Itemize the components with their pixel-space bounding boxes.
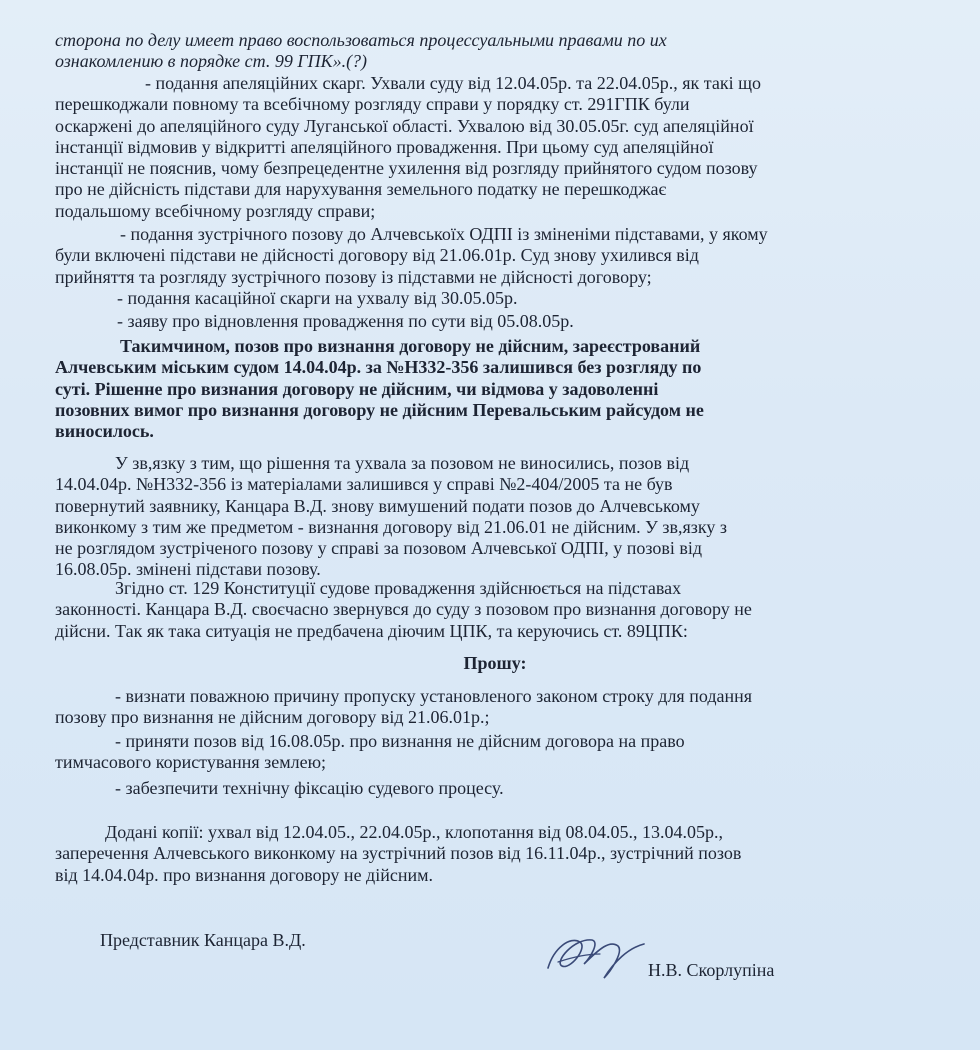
text-line: - визнати поважною причину пропуску установленого законом строку для подання bbox=[115, 686, 753, 706]
attachments-paragraph bbox=[55, 822, 935, 886]
text-line: від 14.04.04р. про визнання договору не дійсним. bbox=[55, 864, 433, 885]
text-line: - забезпечити технічну фіксацію судевого процесу. bbox=[115, 778, 504, 798]
connection-paragraph bbox=[55, 453, 935, 581]
text-line: дійсни. Так як така ситуація не предбачена діючим ЦПК, та керуючись ст. 89ЦПК: bbox=[55, 620, 688, 641]
request-item-2 bbox=[55, 731, 935, 774]
text-line: Згідно ст. 129 Конституції судове провадження здійснюється на підставах bbox=[115, 578, 682, 598]
text-line: Алчевським міським судом 14.04.04р. за №Н332-356 залишився без розгляду по bbox=[55, 357, 702, 378]
signer-name: Н.В. Скорлупіна bbox=[648, 960, 775, 980]
text-line: сторона по делу имеет право воспользоваться процессуальными правами по их bbox=[55, 30, 667, 50]
text-line: подальшому всебічному розгляду справи; bbox=[55, 200, 376, 221]
text-line: позовних вимог про визнання договору не дійсним Перевальським райсудом не bbox=[55, 399, 704, 420]
text-line: законності. Канцара В.Д. своєчасно звернувся до суду з позовом про визнання договору не bbox=[55, 599, 752, 620]
counterclaim-paragraph bbox=[55, 224, 935, 288]
renewal-item bbox=[55, 311, 935, 332]
text-line: перешкоджали повному та всебічному розгляду справи у порядку ст. 291ГПК були bbox=[55, 94, 690, 115]
text-line: позову про визнання не дійсним договору від 21.06.01р.; bbox=[55, 707, 490, 728]
text-line: У зв,язку з тим, що рішення та ухвала за позовом не виносились, позов від bbox=[115, 453, 690, 473]
text-line: інстанції відмовив у відкритті апеляційного провадження. При цьому суд апеляційної bbox=[55, 136, 714, 157]
constitution-paragraph bbox=[55, 578, 935, 642]
handwritten-signature bbox=[540, 918, 650, 990]
text-line: - подання зустрічного позову до Алчевськоїх ОДПІ із зміненіми підставами, у якому bbox=[120, 224, 768, 244]
text-line: заперечення Алчевського виконкому на зустрічний позов від 16.11.04р., зустрічний позов bbox=[55, 843, 742, 864]
representative-label: Представник Канцара В.Д. bbox=[100, 930, 306, 950]
text-line: - подання апеляційних скарг. Ухвали суду від 12.04.05р. та 22.04.05р., як такі що bbox=[145, 73, 761, 93]
text-line: інстанції не пояснив, чому безпрецедентне ухилення від розгляду прийнятого судом позову bbox=[55, 158, 758, 179]
text-line: виконкому з тим же предметом - визнання договору від 21.06.01 не дійсним. У зв,язку з bbox=[55, 516, 727, 537]
text-line: - заяву про відновлення провадження по сути від 05.08.05р. bbox=[117, 311, 574, 331]
text-line: виносилось. bbox=[55, 421, 154, 442]
text-line: були включені підстави не дійсності договору від 21.06.01р. Суд знову ухилився від bbox=[55, 245, 699, 266]
text-line: суті. Рішенне про визнания договору не дійсним, чи відмова у задоволенні bbox=[55, 378, 659, 399]
request-heading: Прошу: bbox=[463, 653, 527, 673]
text-line: Додані копії: ухвал від 12.04.05., 22.04.05р., клопотання від 08.04.05., 13.04.05р., bbox=[105, 822, 723, 842]
text-line: ознакомлению в порядке ст. 99 ГПК».(?) bbox=[55, 51, 368, 72]
text-line: - подання касаційної скарги на ухвалу від 30.05.05р. bbox=[117, 288, 518, 308]
text-line: не розглядом зустріченого позову у справі за позовом Алчевської ОДПІ, у позові від bbox=[55, 538, 702, 559]
text-line: про не дійсність підстави для нарухування земельного податку не перешкоджає bbox=[55, 179, 667, 200]
text-line: прийняття та розгляду зустрічного позову із підставми не дійсності договору; bbox=[55, 266, 652, 287]
request-item-3 bbox=[55, 778, 935, 799]
text-line: повернутий заявнику, Канцара В.Д. знову вимушений подати позов до Алчевському bbox=[55, 495, 700, 516]
intro-italic-paragraph bbox=[55, 30, 935, 73]
cassation-item bbox=[55, 288, 935, 309]
text-line: Такимчином, позов про визнання договору не дійсним, зареєстрований bbox=[120, 336, 701, 356]
text-line: оскаржені до апеляційного суду Луганської області. Ухвалою від 30.05.05г. суд апеляційної bbox=[55, 115, 754, 136]
request-item-1 bbox=[55, 686, 935, 729]
text-line: тимчасового користування землею; bbox=[55, 752, 327, 773]
text-line: 14.04.04р. №Н332-356 із матеріалами залишився у справі №2-404/2005 та не був bbox=[55, 474, 673, 495]
text-line: - приняти позов від 16.08.05р. про визнання не дійсним договора на право bbox=[115, 731, 685, 751]
appeals-paragraph bbox=[55, 73, 935, 222]
conclusion-bold-paragraph bbox=[55, 336, 935, 442]
text-line: 16.08.05р. змінені підстави позову. bbox=[55, 559, 321, 580]
